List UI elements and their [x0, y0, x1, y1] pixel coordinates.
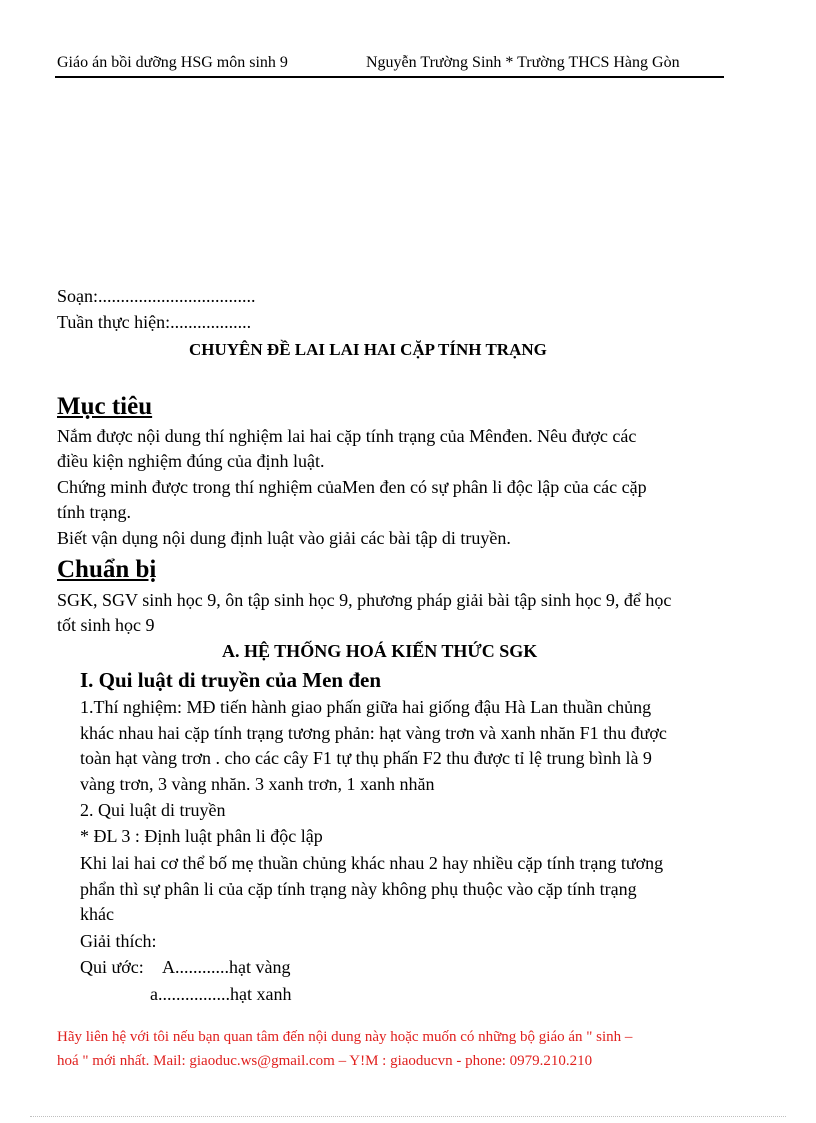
header-left: Giáo án bồi dưỡng HSG môn sinh 9 [57, 54, 288, 71]
header-rule [55, 76, 724, 78]
tuan-line: Tuần thực hiện:.................. [57, 312, 252, 332]
muc-tieu-line: tính trạng. [57, 502, 131, 522]
qui-uoc-line: A............hạt vàng [162, 957, 291, 977]
dl3-heading: * ĐL 3 : Định luật phân li độc lập [80, 826, 323, 846]
header-right: Nguyễn Trường Sinh * Trường THCS Hàng Gòn [366, 54, 680, 71]
qui-uoc-line: a................hạt xanh [150, 984, 292, 1004]
page-title: CHUYÊN ĐỀ LAI LAI HAI CẶP TÍNH TRẠNG [189, 340, 547, 359]
experiment-line: khác nhau hai cặp tính trạng tương phản: hạt vàng trơn và xanh nhăn F1 thu được [80, 723, 667, 743]
qui-uoc-label: Qui ước: [80, 957, 144, 977]
law-line: phẩn thì sự phân li của cặp tính trạng này không phụ thuộc vào cặp tính trạng [80, 879, 637, 899]
experiment-line: toàn hạt vàng trơn . cho các cây F1 tự thụ phấn F2 thu được tỉ lệ trung bình là 9 [80, 748, 652, 768]
soan-line: Soạn:................................... [57, 286, 256, 306]
law-line: Khi lai hai cơ thể bố mẹ thuần chủng khác nhau 2 hay nhiều cặp tính trạng tương [80, 853, 664, 873]
chuan-bi-heading: Chuẩn bị [57, 556, 157, 583]
section-i-heading: I. Qui luật di truyền của Men đen [80, 668, 382, 692]
chuan-bi-line: SGK, SGV sinh học 9, ôn tập sinh học 9, phương pháp giải bài tập sinh học 9, để học [57, 590, 672, 610]
chuan-bi-line: tốt sinh học 9 [57, 615, 155, 635]
muc-tieu-line: Nắm được nội dung thí nghiệm lai hai cặp tính trạng của Mênđen. Nêu được các [57, 426, 637, 446]
experiment-line: 1.Thí nghiệm: MĐ tiến hành giao phấn giữa hai giống đậu Hà Lan thuần chủng [80, 697, 652, 717]
muc-tieu-line: Chứng minh được trong thí nghiệm củaMen đen có sự phân li độc lập của các cặp [57, 477, 647, 497]
experiment-line: vàng trơn, 3 vàng nhăn. 3 xanh trơn, 1 xanh nhăn [80, 774, 435, 794]
section-a-heading: A. HỆ THỐNG HOÁ KIẾN THỨC SGK [222, 641, 538, 661]
footer-line: Hãy liên hệ với tôi nếu bạn quan tâm đến nội dung này hoặc muốn có những bộ giáo án " sinh – [57, 1029, 633, 1045]
law-line: khác [80, 904, 114, 924]
footer-line: hoá " mới nhất. Mail: giaoduc.ws@gmail.com – Y!M : giaoducvn - phone: 0979.210.210 [57, 1053, 593, 1069]
muc-tieu-line: điều kiện nghiệm đúng của định luật. [57, 451, 325, 471]
giai-thich-label: Giải thích: [80, 931, 157, 951]
bottom-rule [30, 1116, 786, 1117]
muc-tieu-line: Biết vận dụng nội dung định luật vào giải các bài tập di truyền. [57, 528, 511, 548]
qui-luat-heading: 2. Qui luật di truyền [80, 800, 226, 820]
muc-tieu-heading: Mục tiêu [57, 393, 153, 420]
